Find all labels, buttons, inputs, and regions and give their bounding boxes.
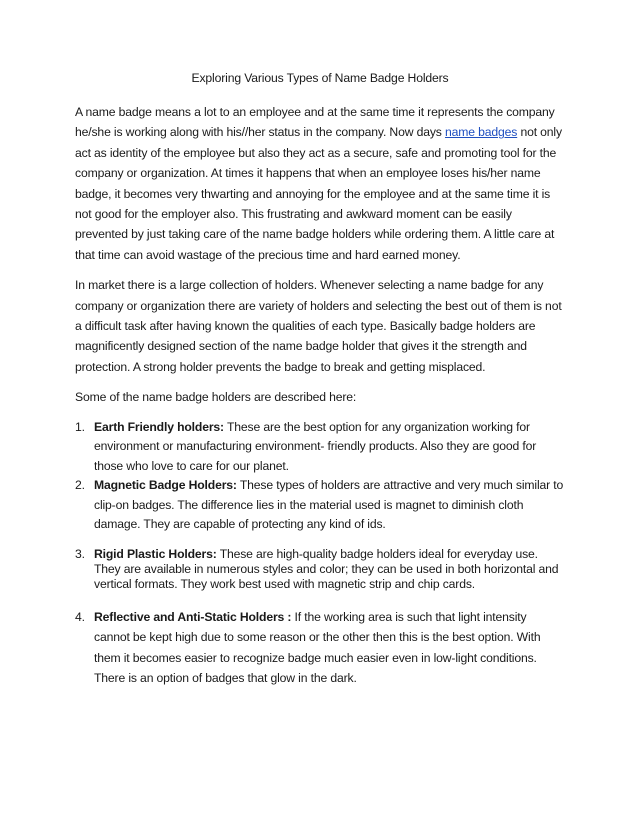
list-item-text: These types of holders are attractive and very much similar to clip-on badges. The difference lies in the material used is magnet to diminish cloth damage. They are capable of protecting any kind of ids. xyxy=(94,478,564,532)
name-badges-link[interactable]: name badges xyxy=(444,125,518,140)
paragraph-intro-text-start: A name badge means a lot to an employee and at the same time it represents the company he/she is working along with his//her status in the company. Now days xyxy=(75,105,555,140)
paragraph-list-intro: Some of the name badge holders are described here: xyxy=(75,390,357,405)
list-item-heading: Magnetic Badge Holders: xyxy=(94,478,237,493)
paragraph-market: In market there is a large collection of holders. Whenever selecting a name badge for any company or organization there are variety of holders and selecting the best out of them is not a difficult task after having known the qualities of each type. Basically badge holders are magnificently designed section of the name badge holder that gives it the strength and protection. A strong holder prevents the badge to break and getting misplaced. xyxy=(75,278,562,374)
list-item-text: If the working area is such that light intensity cannot be kept high due to some reason or the other then this is the best option. With them it becomes easier to recognize badge much easier even in low-light conditions. There is an option of badges that glow in the dark. xyxy=(94,609,541,686)
list-item-heading: Earth Friendly holders: xyxy=(94,419,224,434)
document-page xyxy=(75,68,565,689)
holders-list xyxy=(75,418,565,689)
list-item-number: 3. xyxy=(75,546,85,561)
list-item-number: 4. xyxy=(75,609,85,624)
list-item-text: These are high-quality badge holders ideal for everyday use. They are available in numerous styles and color; they can be used in both horizontal and vertical formats. They work best used with magnetic strip and chip cards. xyxy=(94,546,559,591)
list-item xyxy=(75,476,565,535)
paragraph-intro xyxy=(75,102,565,265)
list-item xyxy=(75,547,565,592)
list-item xyxy=(75,607,565,689)
list-item-number: 1. xyxy=(75,419,85,434)
list-item-number: 2. xyxy=(75,478,85,493)
document-title: Exploring Various Types of Name Badge Holders xyxy=(191,71,449,85)
list-item-text: These are the best option for any organization working for environment or manufacturing environment- friendly products. Also they are good for those who love to care for our planet. xyxy=(94,419,537,473)
list-item-heading: Rigid Plastic Holders: xyxy=(94,546,217,561)
list-item xyxy=(75,418,565,477)
paragraph-intro-text-end: not only act as identity of the employee but also they act as a secure, safe and promoting tool for the company or organization. At times it happens that when an employee loses his/her name badge, it becomes very thwarting and annoying for the employee and at the same time it is not good for the employer also. This frustrating and awkward moment can be easily prevented by just taking care of the name badge holders while ordering them. A little care at that time can avoid wastage of the precious time and hard earned money. xyxy=(75,125,562,262)
list-item-heading: Reflective and Anti-Static Holders : xyxy=(94,609,292,624)
